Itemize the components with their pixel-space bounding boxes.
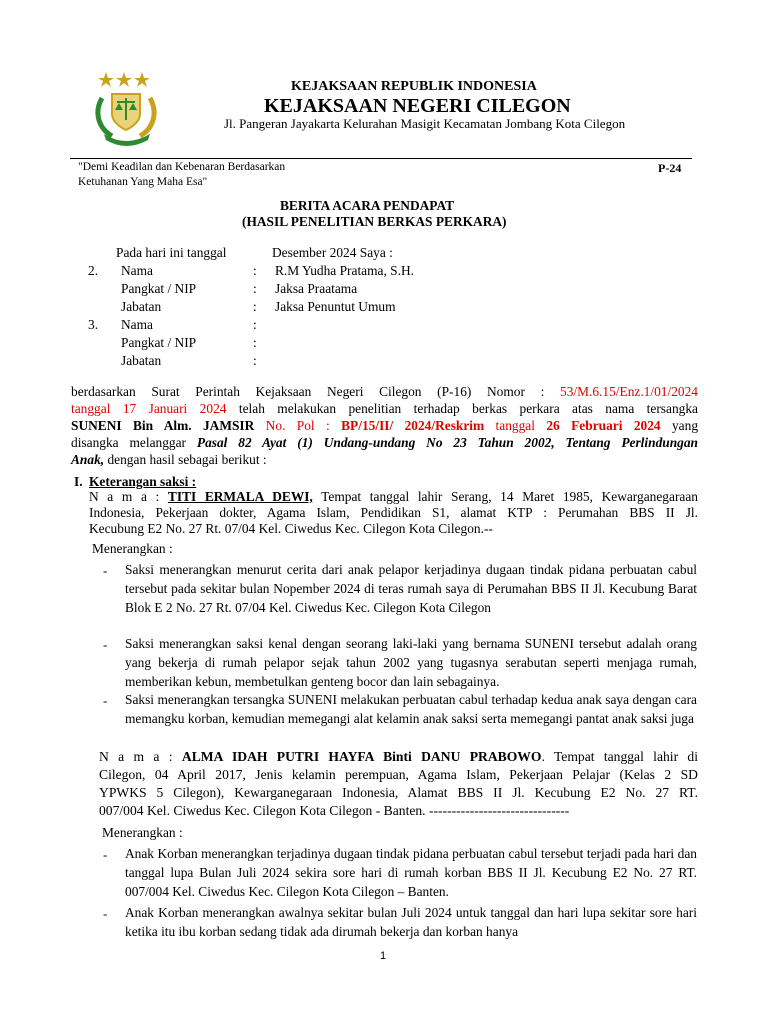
official-label: Nama bbox=[121, 317, 153, 332]
official-label: Nama bbox=[121, 263, 153, 278]
police-ref-label: . Pol : bbox=[282, 418, 342, 433]
statement-bullet: Saksi menerangkan tersangka SUNENI melakukan perbuatan cabul terhadap kedua anak saya dengan cara memangku korban, kemudian memegangi alat kelamin anak saksi serta memegangi pantat anak saksi juga bbox=[125, 692, 697, 726]
witness-name: TITI ERMALA DEWI, bbox=[167, 489, 313, 504]
basis-text: telah melakukan penelitian terhadap berkas perkara atas nama tersangka bbox=[226, 401, 698, 416]
section-number: I. bbox=[74, 474, 83, 489]
org-address: Jl. Pangeran Jayakarta Kelurahan Masigit Kecamatan Jombang Kota Cilegon bbox=[224, 116, 626, 131]
basis-line2 bbox=[71, 401, 698, 417]
police-ref-number: BP/15/II/ 2024/Reskrim bbox=[341, 418, 485, 433]
bullet-dash: - bbox=[103, 637, 108, 652]
warrant-date: tanggal 17 Januari 2024 bbox=[71, 401, 227, 416]
statement-bullet: Saksi menerangkan menurut cerita dari anak pelapor kerjadinya dugaan tindak pidana perbuatan cabul tersebut pada sekitar bulan Nopember 2024 di teras rumah saya di Perumahan BBS II Jl. Kecubung Barat Blok E 2 No. 27 Rt. 07/04 Kel. Ciwedus Kec. Cilegon Kota Cilegon bbox=[125, 562, 697, 615]
witness-identity-line3: Kecubung E2 No. 27 Rt. 07/04 Kel. Ciwedus Kec. Cilegon Kota Cilegon.-- bbox=[89, 521, 493, 536]
explains-label: Menerangkan : bbox=[102, 825, 183, 840]
bullet-dash: - bbox=[103, 906, 108, 921]
doc-title-line1: BERITA ACARA PENDAPAT bbox=[280, 198, 455, 213]
official-label: Pangkat / NIP bbox=[121, 335, 197, 350]
official-num: 3. bbox=[88, 317, 99, 332]
name-label: N a m a : bbox=[89, 489, 168, 504]
police-ref-date: 26 Februari 2024 bbox=[546, 418, 661, 433]
basis-line5 bbox=[71, 452, 267, 468]
basis-line1 bbox=[71, 384, 698, 400]
witness-name: ALMA IDAH PUTRI HAYFA Binti DANU PRABOWO bbox=[181, 749, 542, 764]
official-value: Jaksa Praatama bbox=[275, 281, 358, 296]
date-intro: Pada hari ini tanggal bbox=[116, 245, 227, 260]
official-colon: : bbox=[253, 353, 257, 368]
legal-article: Pasal 82 Ayat (1) Undang-undang No 23 Tahun 2002, Tentang Perlindungan bbox=[196, 435, 698, 450]
page-number: 1 bbox=[380, 950, 387, 962]
official-colon: : bbox=[253, 263, 257, 278]
official-colon: : bbox=[253, 335, 257, 350]
org-top: KEJAKSAAN REPUBLIK INDONESIA bbox=[291, 79, 537, 94]
motto-line1: "Demi Keadilan dan Kebenaran Berdasarkan bbox=[78, 161, 286, 173]
statement-bullet: Anak Korban menerangkan terjadinya dugaan tindak pidana perbuatan cabul tersebut terjadi pada hari dan tanggal lupa Bulan Juli 2024 sekira sore hari di rumah korban BBS II Jl. Kecubung E2 No. 27 RT. 007/004 Kel. Ciwedus Kec. Cilegon Kota Cilegon – Banten. bbox=[125, 846, 697, 899]
witness-identity: . Tempat tanggal lahir di bbox=[541, 749, 698, 764]
official-label: Jabatan bbox=[121, 353, 162, 368]
official-label: Jabatan bbox=[121, 299, 162, 314]
legal-article-end: Anak, bbox=[71, 452, 105, 467]
witness-identity-line4: 007/004 Kel. Ciwedus Kec. Cilegon Kota Cilegon - Banten. ------------------------------- bbox=[99, 803, 570, 818]
official-num: 2. bbox=[88, 263, 99, 278]
warrant-number: 53/M.6.15/Enz.1/01/2024 bbox=[560, 384, 698, 399]
section-heading: Keterangan saksi : bbox=[89, 474, 197, 489]
official-label: Pangkat / NIP bbox=[121, 281, 197, 296]
header-divider bbox=[70, 158, 692, 159]
basis-text: No bbox=[254, 418, 283, 433]
bullet-dash: - bbox=[103, 847, 108, 862]
police-ref-date-label: tanggal bbox=[484, 418, 547, 433]
basis-text: disangka melanggar bbox=[71, 435, 197, 450]
bullet-dash: - bbox=[103, 693, 108, 708]
statement-bullet: Saksi menerangkan saksi kenal dengan seorang laki-laki yang bernama SUNENI tersebut adalah orang yang bekerja di rumah pelapor sejak tahun 2002 yang tugasnya serabutan seperti menjaga rumah, memberikan kebun, membetulkan genteng bocor dan lain sebagainya. bbox=[125, 636, 697, 689]
basis-line4 bbox=[71, 435, 698, 451]
bullet-dash: - bbox=[103, 563, 108, 578]
official-colon: : bbox=[253, 299, 257, 314]
explains-label: Menerangkan : bbox=[92, 541, 173, 556]
witness-identity-line2: Indonesia, Pekerjaan dokter, Agama Islam, Pendidikan S1, alamat KTP : Perumahan BBS II Jl. bbox=[89, 505, 698, 520]
motto-line2: Ketuhanan Yang Maha Esa" bbox=[78, 176, 208, 188]
basis-text: dengan hasil sebagai berikut : bbox=[104, 452, 267, 467]
name-label: N a m a : bbox=[99, 749, 182, 764]
official-colon: : bbox=[253, 317, 257, 332]
basis-text: berdasarkan Surat Perintah Kejaksaan Negeri Cilegon (P-16) Nomor : bbox=[71, 384, 560, 399]
kejaksaan-emblem-logo bbox=[88, 68, 176, 148]
date-intro-rest: Desember 2024 Saya : bbox=[272, 245, 393, 260]
org-main: KEJAKSAAN NEGERI CILEGON bbox=[264, 95, 571, 117]
suspect-name: SUNENI Bin Alm. JAMSIR bbox=[71, 418, 255, 433]
witness-identity-line3: YPWKS 5 Cilegon), Kewarganegaraan Indonesia, Alamat BBS II Jl. Kecubung E2 No. 27 RT. bbox=[99, 785, 698, 800]
doc-title-line2: (HASIL PENELITIAN BERKAS PERKARA) bbox=[242, 214, 507, 229]
witness-identity-line1 bbox=[99, 749, 698, 765]
witness-identity-line2: Cilegon, 04 April 2017, Jenis kelamin perempuan, Agama Islam, Pekerjaan Pelajar (Kelas 2 SD bbox=[99, 767, 698, 782]
statement-bullet: Anak Korban menerangkan awalnya sekitar bulan Juli 2024 untuk tanggal dan hari lupa sekitar sore hari ketika itu ibu korban sedang tidak ada dirumah bekerja dan korban hanya bbox=[125, 905, 697, 939]
witness-identity-line1 bbox=[89, 489, 698, 505]
official-colon: : bbox=[253, 281, 257, 296]
official-value: R.M Yudha Pratama, S.H. bbox=[275, 263, 414, 278]
official-value: Jaksa Penuntut Umum bbox=[275, 299, 396, 314]
witness-identity: Tempat tanggal lahir Serang, 14 Maret 1985, Kewarganegaraan bbox=[312, 489, 698, 504]
form-code: P-24 bbox=[658, 161, 682, 175]
basis-line3 bbox=[71, 418, 698, 434]
basis-text: yang bbox=[660, 418, 699, 433]
